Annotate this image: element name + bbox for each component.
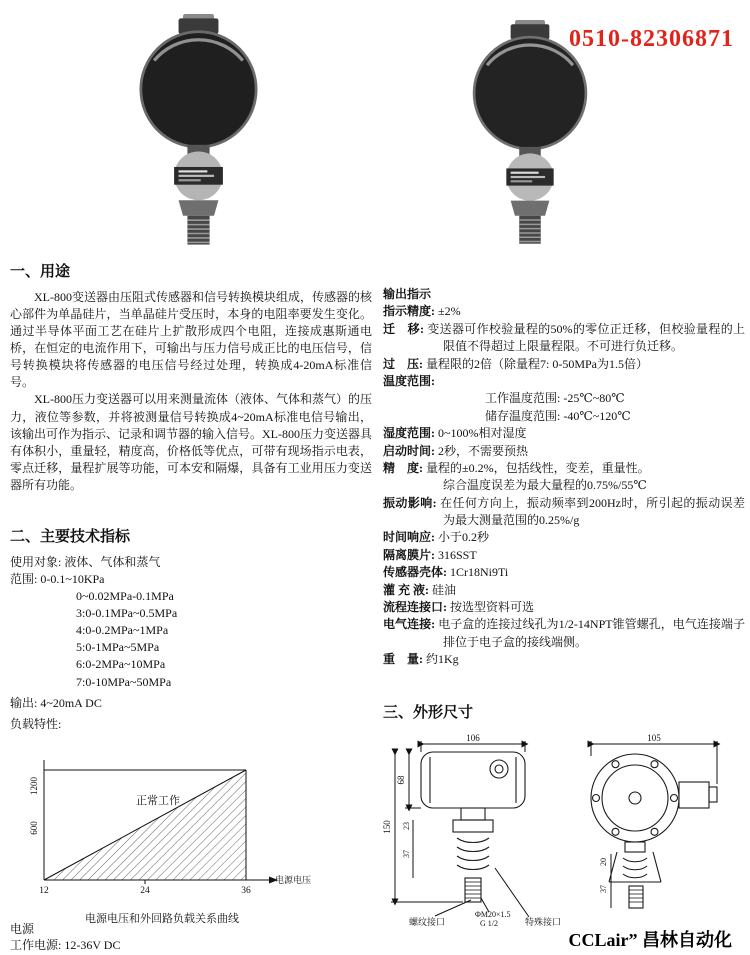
product-photo-left: [106, 14, 291, 249]
spec-line: 使用对象: 液体、气体和蒸气: [10, 555, 161, 570]
usage-paragraph-1: XL-800变送器由压阻式传感器和信号转换模块组成，传感器的核心部件为单晶硅片，当单晶硅片受压时，本身的电阻率要发生变化。通过半导体平面工艺在硅片上扩散形成四个电阻，连接成惠斯通电桥，在恒定的电流作用下，可输出与压力信号成正比的电压信号，信号转换模块将传感器的电压信号经过处理，转换成4-20mA标准信号。: [10, 290, 372, 390]
x-tick-24: 24: [140, 886, 150, 896]
spec-line: 4:0-0.2MPa~1MPa: [76, 623, 169, 638]
section-usage-title: 一、用途: [10, 264, 71, 280]
dim-23: 23: [402, 822, 411, 831]
watermark-logo: CCLair” 昌林自动化: [568, 930, 732, 950]
spec-vibration: 振动影响: 在任何方向上，振动频率到200Hz时，所引起的振动误差为最大测量范围的0.25%/g: [383, 495, 746, 528]
y-tick-1200: 1200: [29, 777, 39, 795]
side-view-drawing: [591, 733, 717, 908]
dim-37: 37: [402, 850, 411, 859]
spec-line: 7:0-10MPa~50MPa: [76, 674, 172, 689]
spec-process-connection: 流程连接口: 按选型资料可选: [383, 600, 535, 615]
spec-startup: 启动时间: 2秒，不需要预热: [383, 443, 529, 458]
spec-fill-liquid: 灌 充 液: 硅油: [383, 582, 457, 597]
section-dimensions-title: 三、外形尺寸: [383, 704, 474, 721]
spec-accuracy: 指示精度: ±2%: [383, 304, 461, 319]
phone-number: 0510-82306871: [569, 26, 734, 52]
spec-line: 6:0-2MPa~10MPa: [76, 657, 166, 672]
x-tick-12: 12: [39, 886, 49, 896]
dimension-drawing-svg: [383, 732, 743, 930]
spec-line: 3:0-0.1MPa~0.5MPa: [76, 606, 178, 621]
special-port-label: 特殊接口: [525, 917, 562, 928]
spec-line: 5:0-1MPa~5MPa: [76, 640, 160, 655]
spec-load-label: 负载特性:: [10, 716, 62, 731]
x-tick-36: 36: [241, 886, 251, 896]
spec-weight: 重 量: 约1Kg: [383, 652, 459, 667]
front-view-drawing: [383, 733, 561, 928]
spec-precision: 精 度: 量程的±0.2%，包括线性，变差，重量性。: [383, 460, 650, 475]
thread-spec-g12: G 1/2: [480, 919, 498, 929]
spec-diaphragm: 隔离膜片: 316SST: [383, 547, 477, 562]
spec-overpressure: 过 压: 量程限的2倍（除量程7: 0-50MPa为1.5倍）: [383, 356, 649, 371]
section-specs: [10, 527, 372, 733]
spec-sensor-shell: 传感器壳体: 1Cr18Ni9Ti: [383, 565, 509, 580]
spec-temp-header: 温度范围:: [383, 373, 435, 388]
section-specs-title: 二、主要技术指标: [10, 529, 131, 545]
dim-150: 150: [383, 820, 392, 835]
load-chart: [12, 752, 314, 926]
output-indication-header: 输出指示: [383, 287, 432, 301]
thread-spec-m20: ΦM20×1.5: [475, 910, 511, 920]
spec-temp-work: 工作温度范围: -25℃~80℃: [485, 391, 625, 406]
dim-68: 68: [396, 775, 406, 785]
region-label: 正常工作: [136, 795, 180, 807]
spec-precision-extra: 综合温度误差为最大量程的0.75%/55℃: [443, 478, 647, 493]
spec-humidity: 湿度范围: 0~100%相对湿度: [383, 426, 527, 441]
spec-line: 0~0.02MPa-0.1MPa: [76, 589, 174, 604]
x-axis-label: 电源电压: [274, 875, 311, 885]
spec-response: 时间响应: 小于0.2秒: [383, 530, 490, 545]
usage-paragraph-2: XL-800压力变送器可以用来测量流体（液体、气体和蒸气）的压力，液位等参数，并将被测量信号转换成4~20mA标准电信号输出，该输出可作为指示、记录和调节器的输入信号。XL-800压力变送器具有体积小，重量轻，精度高，价格低等优点，可带有现场指示电表，零点迁移，量程扩展等功能，可本安和隔爆，具备有工业用压力变送器所有功能。: [10, 392, 372, 492]
spec-electric-connection: 电气连接: 电子盒的连接过线孔为1/2-14NPT锥管螺孔，电气连接端子排位于电子盒的接线端侧。: [383, 617, 746, 649]
spec-output-line: 输出: 4~20mA DC: [10, 695, 102, 710]
load-chart-plot: [12, 752, 312, 904]
dimension-drawings: [383, 732, 745, 935]
chart-caption: 电源电压和外回路负载关系曲线: [85, 913, 239, 925]
power-title: 电源: [10, 922, 35, 936]
power-line: 工作电源: 12-36V DC: [10, 938, 121, 953]
thread-port-label: 螺纹接口: [409, 917, 446, 928]
dim-106: 106: [466, 733, 480, 744]
y-tick-600: 600: [29, 821, 39, 835]
transmitter-photo-icon: [440, 20, 620, 248]
dim-37-right: 37: [599, 885, 608, 894]
section-usage: [10, 262, 372, 494]
spec-shift: 迁 移: 变送器可作校验量程的50%的零位正迁移，但校验量程的上限值不得超过上限量程限。不可进行负迁移。: [383, 321, 746, 354]
transmitter-photo-icon: [106, 14, 291, 249]
power-block: [10, 921, 310, 953]
product-photo-right: [440, 20, 625, 255]
spec-temp-store: 储存温度范围: -40℃~120℃: [485, 408, 631, 423]
dim-20: 20: [599, 858, 608, 867]
spec-line: 范围: 0-0.1~10KPa: [10, 572, 105, 587]
section-output-indication: [383, 286, 745, 936]
dim-105: 105: [647, 733, 661, 744]
